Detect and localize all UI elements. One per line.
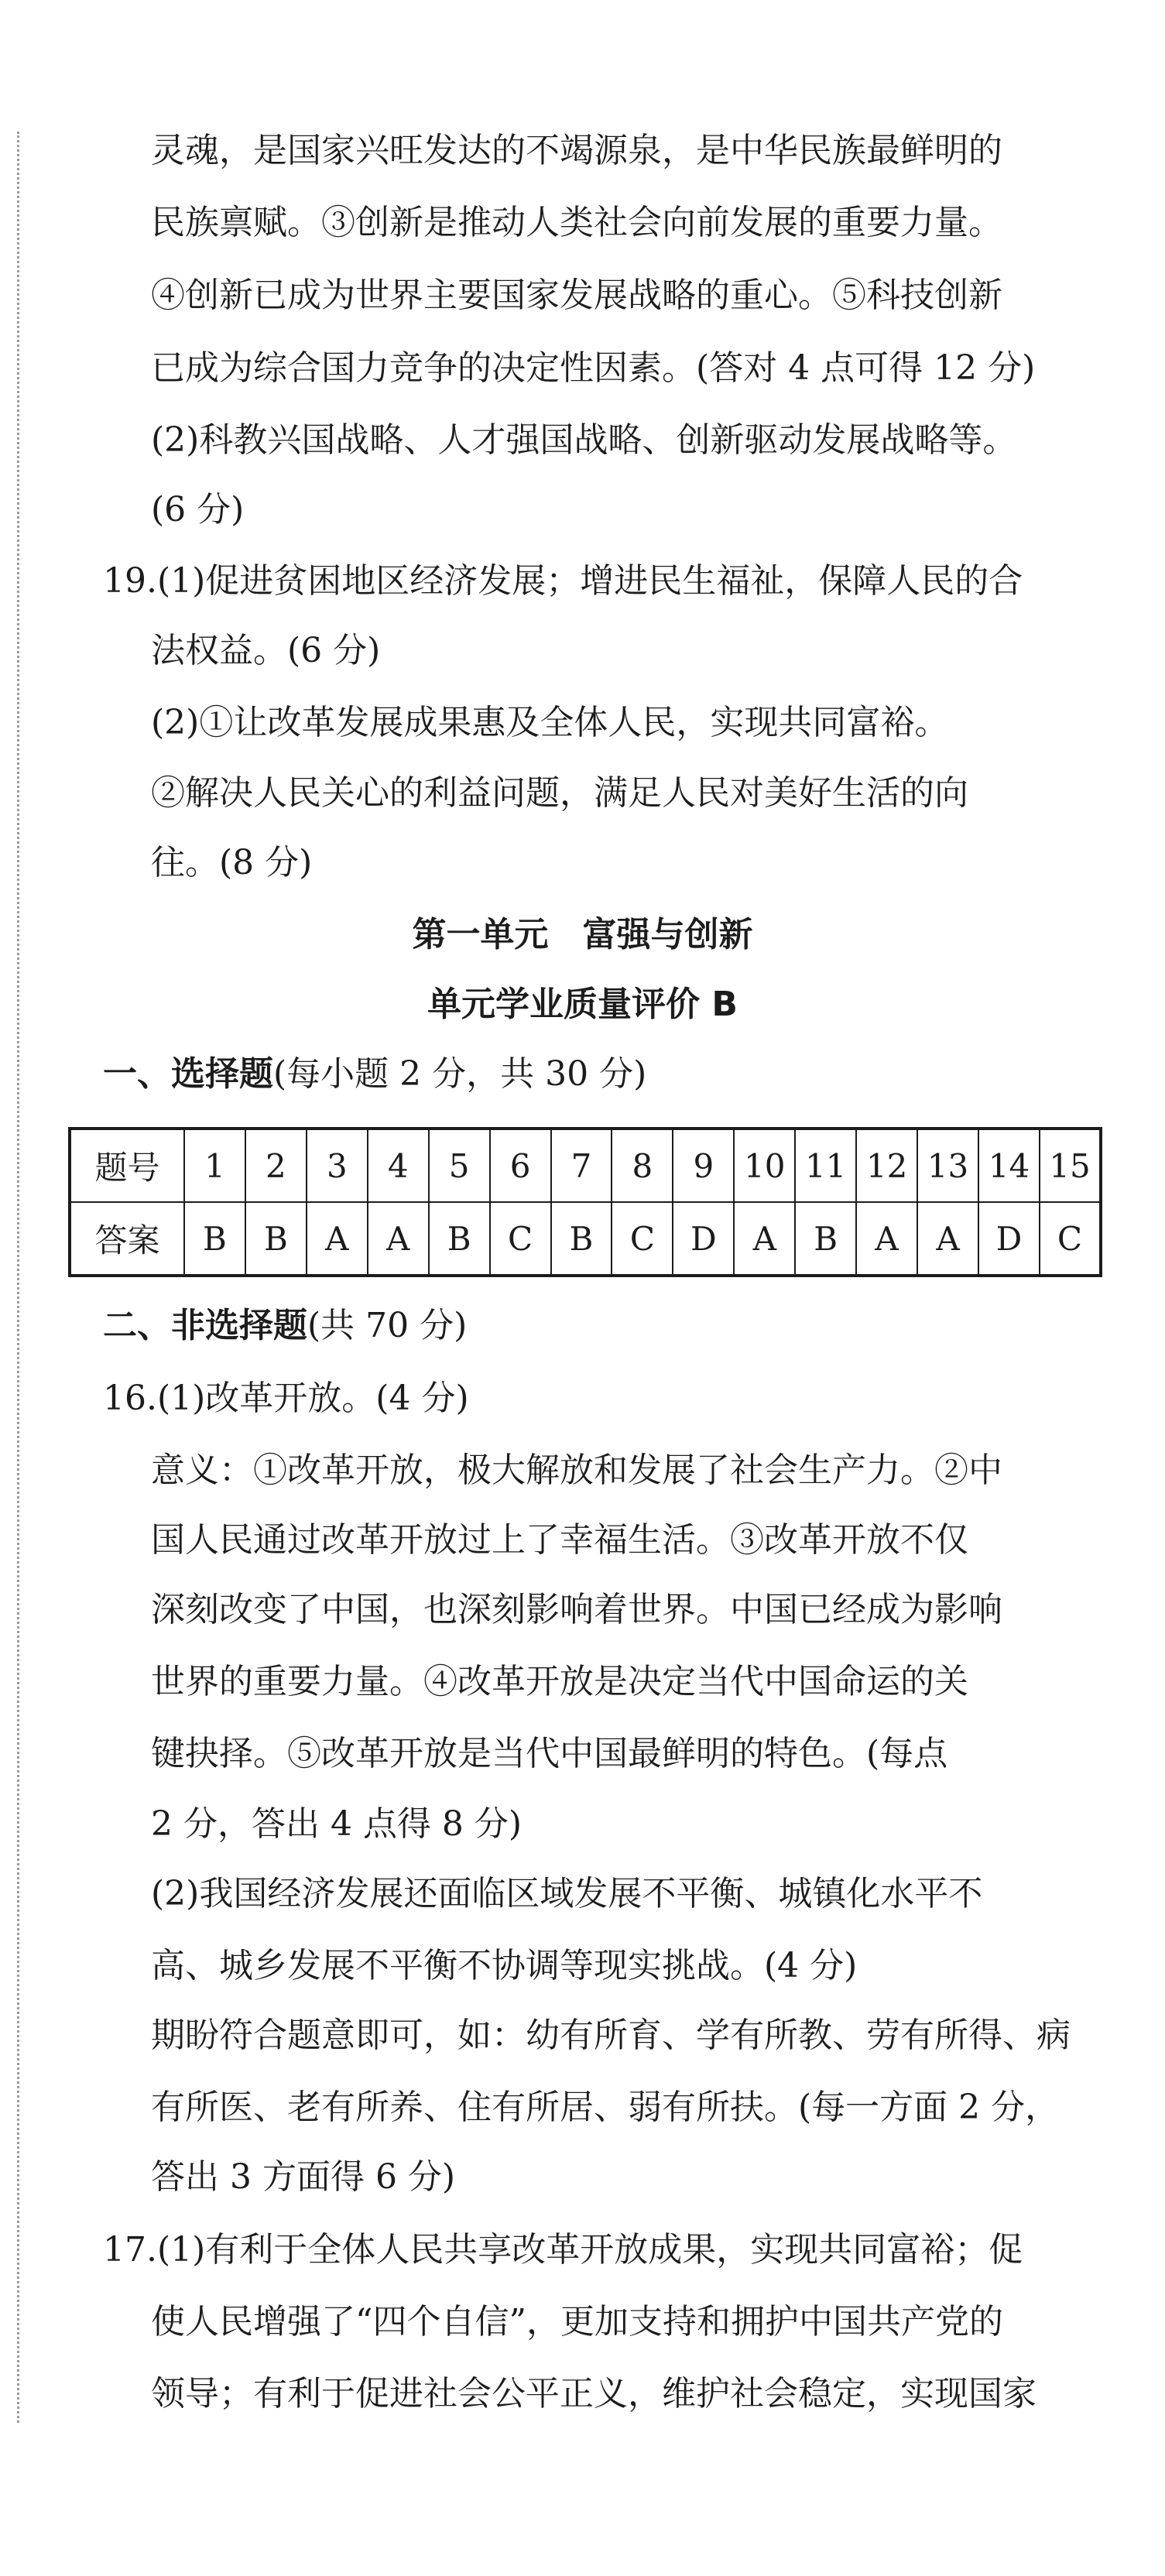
answer-cell: A [368,1202,429,1276]
number-cell: 9 [673,1129,734,1202]
text-line: (2)①让改革发展成果惠及全体人民，实现共同富裕。 [151,703,949,742]
answer-cell: B [551,1202,612,1276]
answer-cell: B [795,1202,856,1276]
question-17-part-1: 17.(1)有利于全体人民共享改革开放成果，实现共同富裕；促 [103,2230,1023,2269]
text-line: 已成为综合国力竞争的决定性因素。(答对 4 点可得 12 分) [151,348,1036,388]
answer-cell: A [917,1202,978,1276]
section-heading-nonchoice [103,1303,467,1349]
number-cell: 1 [184,1129,245,1202]
text-line: 有所医、老有所养、住有所居、弱有所扶。(每一方面 2 分， [151,2088,1060,2127]
question-16-part-1: 16.(1)改革开放。(4 分) [103,1379,469,1418]
number-cell: 11 [795,1129,856,1202]
text-line: 世界的重要力量。④改革开放是决定当代中国命运的关 [151,1662,968,1701]
unit-title: 第一单元 富强与创新 [412,915,753,954]
answer-cell: D [978,1202,1040,1276]
number-cell: 8 [612,1129,673,1202]
text-line: 民族禀赋。③创新是推动人类社会向前发展的重要力量。 [151,203,1002,242]
number-cell: 12 [856,1129,917,1202]
table-header-cell: 答案 [70,1202,184,1276]
answer-cell: A [856,1202,917,1276]
text-line: 答出 3 方面得 6 分) [151,2157,456,2197]
text-line: 使人民增强了“四个自信”，更加支持和拥护中国共产党的 [151,2302,1003,2341]
number-cell: 6 [490,1129,551,1202]
section-heading-choice [103,1051,646,1098]
answer-cell: D [673,1202,734,1276]
number-cell: 4 [368,1129,429,1202]
text-line: 期盼符合题意即可，如：幼有所育、学有所教、劳有所得、病 [151,2016,1071,2055]
answer-cell: B [429,1202,490,1276]
answer-cell: B [184,1202,245,1276]
text-line: (6 分) [151,490,245,529]
section-title: 二、非选择题 [103,1306,307,1345]
text-line: 法权益。(6 分) [151,631,381,670]
text-line: 高、城乡发展不平衡不协调等现实挑战。(4 分) [151,1946,858,1985]
text-line: 往。(8 分) [151,843,313,882]
number-cell: 15 [1040,1129,1101,1202]
text-line: ②解决人民关心的利益问题，满足人民对美好生活的向 [151,773,968,813]
text-line: 国人民通过改革开放过上了幸福生活。③改革开放不仅 [151,1520,968,1560]
number-cell: 14 [978,1129,1040,1202]
number-cell: 10 [734,1129,795,1202]
question-19-part-1: 19.(1)促进贫困地区经济发展；增进民生福祉，保障人民的合 [103,561,1023,601]
table-header-cell: 题号 [70,1129,184,1202]
binding-margin-rule [17,132,19,2423]
section-title: 一、选择题 [103,1054,273,1094]
answer-cell: C [1040,1202,1101,1276]
number-cell: 2 [245,1129,307,1202]
number-cell: 3 [307,1129,368,1202]
text-line: 灵魂，是国家兴旺发达的不竭源泉，是中华民族最鲜明的 [151,131,1002,170]
number-cell: 7 [551,1129,612,1202]
text-line: 领导；有利于促进社会公平正义，维护社会稳定，实现国家 [151,2374,1037,2413]
answer-table [68,1127,1102,1277]
section-note: (共 70 分) [307,1306,468,1345]
answer-cell: A [734,1202,795,1276]
table-row-numbers [70,1129,1101,1202]
text-line: 意义：①改革开放，极大解放和发展了社会生产力。②中 [151,1451,1002,1490]
text-line: ④创新已成为世界主要国家发展战略的重心。⑤科技创新 [151,276,1002,315]
text-line: (2)科教兴国战略、人才强国战略、创新驱动发展战略等。 [151,420,1017,460]
text-line: (2)我国经济发展还面临区域发展不平衡、城镇化水平不 [151,1874,983,1913]
answer-cell: C [490,1202,551,1276]
text-line: 键抉择。⑤改革开放是当代中国最鲜明的特色。(每点 [151,1734,948,1773]
section-note: (每小题 2 分，共 30 分) [273,1054,647,1094]
assessment-title: 单元学业质量评价 B [427,985,738,1024]
text-line: 深刻改变了中国，也深刻影响着世界。中国已经成为影响 [151,1590,1002,1629]
answer-cell: C [612,1202,673,1276]
text-line: 2 分，答出 4 点得 8 分) [151,1804,523,1844]
answer-cell: A [307,1202,368,1276]
number-cell: 5 [429,1129,490,1202]
answer-cell: B [245,1202,307,1276]
table-row-answers [70,1202,1101,1276]
number-cell: 13 [917,1129,978,1202]
